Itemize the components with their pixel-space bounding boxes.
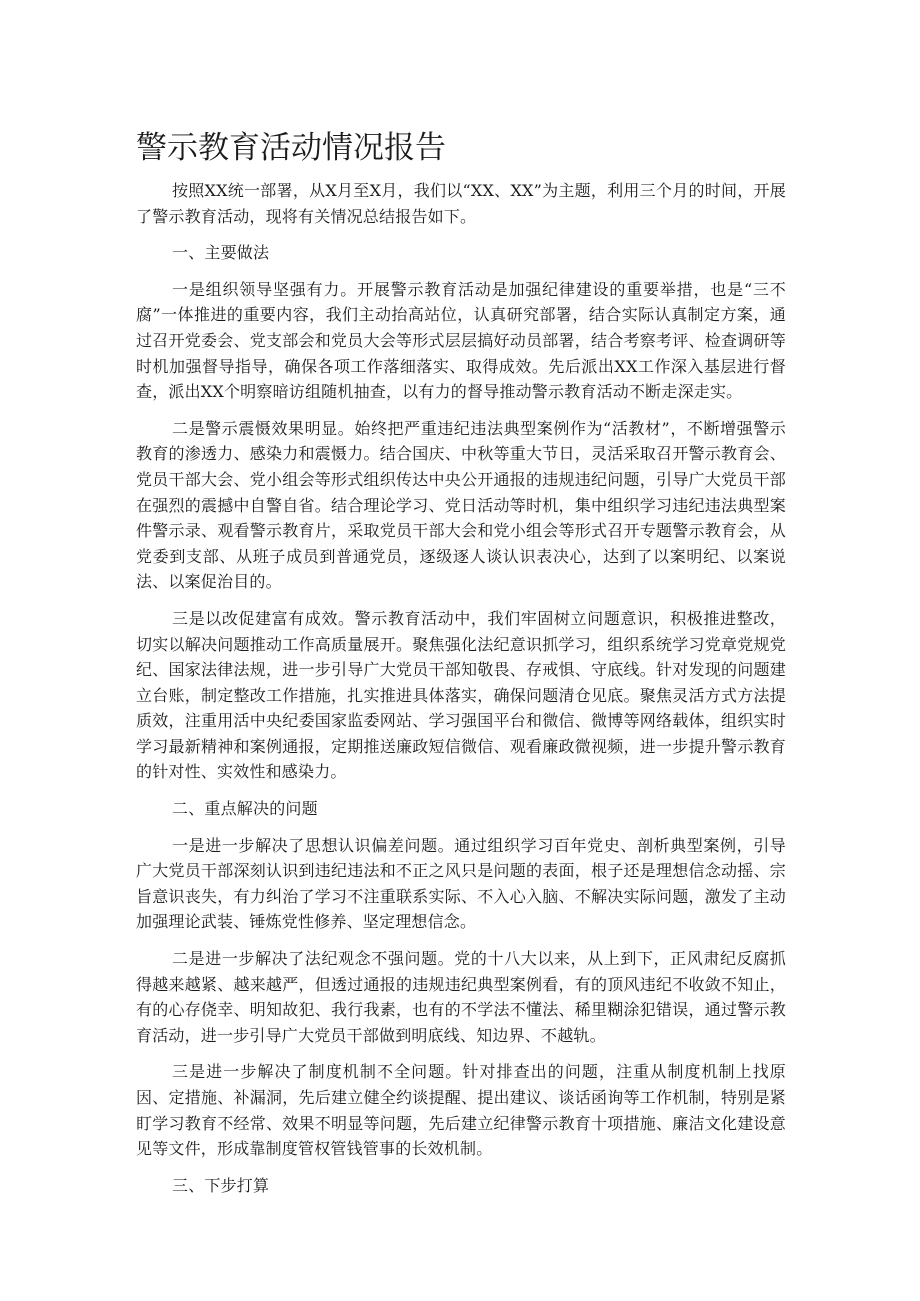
- document-title: 警示教育活动情况报告: [136, 130, 446, 166]
- intro-paragraph: 按照XX统一部署，从X月至X月，我们以“XX、XX”为主题，利用三个月的时间，开展了警示教育活动，现将有关情况总结报告如下。: [136, 181, 786, 226]
- paragraph-ideological-deviation: 一是进一步解决了思想认识偏差问题。通过组织学习百年党史、剖析典型案例，引导广大党员干部深刻认识到违纪违法和不正之风只是问题的表面，根子还是理想信念动摇、宗旨意识丧失，有力纠治了学习不注重联系实际、不入心入脑、不解决实际问题，激发了主动加强理论武装、锤炼党性修养、坚定理想信念。: [136, 835, 786, 932]
- section-heading-main-practices: 一、主要做法: [172, 243, 270, 263]
- paragraph-institutional-mechanisms: 三是进一步解决了制度机制不全问题。针对排查出的问题，注重从制度机制上找原因、定措施、补漏洞，先后建立健全约谈提醒、提出建议、谈话函询等工作机制，特别是紧盯学习教育不经常、效果不明显等问题，先后建立纪律警示教育十项措施、廉洁文化建设意见等文件，形成靠制度管权管钱管事的长效机制。: [136, 1062, 786, 1159]
- section-heading-next-steps: 三、下步打算: [172, 1175, 270, 1195]
- section-heading-key-problems: 二、重点解决的问题: [172, 799, 318, 819]
- paragraph-legal-awareness: 二是进一步解决了法纪观念不强问题。党的十八大以来，从上到下，正风肃纪反腐抓得越来越紧、越来越严，但透过通报的违规违纪典型案例看，有的顶风违纪不收敛不知止，有的心存侥幸、明知故犯、我行我素，也有的不学法不懂法、稀里糊涂犯错误，通过警示教育活动，进一步引导广大党员干部做到明底线、知边界、不越轨。: [136, 949, 786, 1045]
- paragraph-organization-leadership: 一是组织领导坚强有力。开展警示教育活动是加强纪律建设的重要举措，也是“三不腐”一体推进的重要内容，我们主动抬高站位，认真研究部署，结合实际认真制定方案，通过召开党委会、党支部会和党员大会等形式层层搞好动员部署，结合考察考评、检查调研等时机加强督导指导，确保各项工作落细落实、取得成效。先后派出XX工作深入基层进行督查，派出XX个明察暗访组随机抽查，以有力的督导推动警示教育活动不断走深走实。: [136, 279, 786, 402]
- paragraph-warning-deterrence: 二是警示震慑效果明显。始终把严重违纪违法典型案例作为“活教材”，不断增强警示教育的渗透力、感染力和震慑力。结合国庆、中秋等重大节日，灵活采取召开警示教育会、党员干部大会、党小组会等形式组织传达中央公开通报的违规违纪问题，引导广大党员干部在强烈的震撼中自警自省。结合理论学习、党日活动等时机，集中组织学习违纪违法典型案件警示录、观看警示教育片，采取党员干部大会和党小组会等形式召开专题警示教育会，从党委到支部、从班子成员到普通党员，逐级逐人谈认识表决心，达到了以案明纪、以案说法、以案促治目的。: [136, 418, 786, 592]
- paragraph-rectification-results: 三是以改促建富有成效。警示教育活动中，我们牢固树立问题意识，积极推进整改，切实以解决问题推动工作高质量展开。聚焦强化法纪意识抓学习，组织系统学习党章党规党纪、国家法律法规，进一步引导广大党员干部知敬畏、存戒惧、守底线。针对发现的问题建立台账，制定整改工作措施，扎实推进具体落实，确保问题清仓见底。聚焦灵活方式方法提质效，注重用活中央纪委国家监委网站、学习强国平台和微信、微博等网络载体，组织实时学习最新精神和案例通报，定期推送廉政短信微信、观看廉政微视频，进一步提升警示教育的针对性、实效性和感染力。: [136, 608, 786, 782]
- document-body: [136, 178, 786, 1209]
